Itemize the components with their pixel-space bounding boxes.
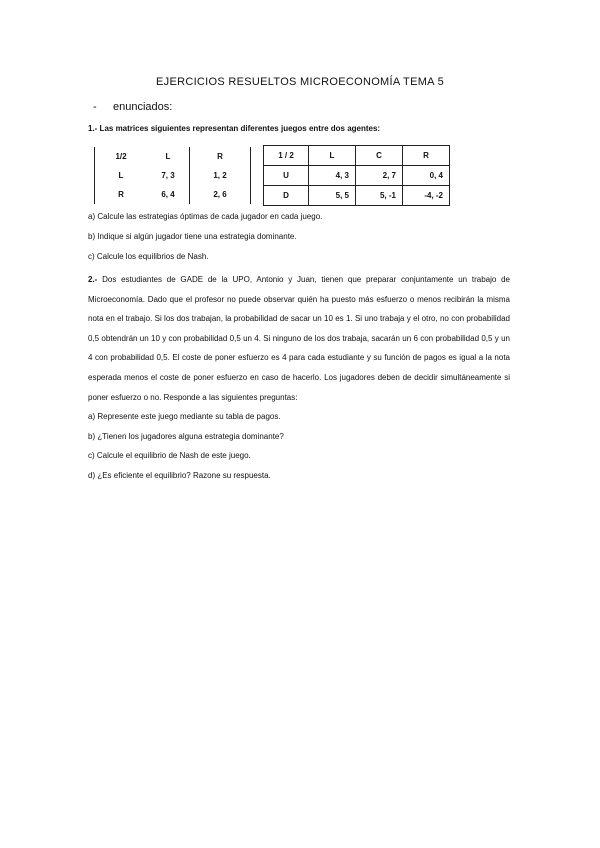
matrix1-cell: 2, 6: [190, 185, 251, 204]
matrix2-cell: 4, 3: [309, 166, 356, 186]
matrix2-cell: 5, -1: [356, 186, 403, 206]
matrix1-row: [95, 185, 251, 204]
matrix1-header-row: [95, 147, 251, 166]
payoff-matrix-1: [94, 147, 251, 204]
matrix2-cell: 1 / 2: [264, 146, 309, 166]
section-subheading: [93, 101, 172, 113]
bullet-dash: -: [93, 101, 97, 113]
matrix2-cell: C: [356, 146, 403, 166]
exercise2-question-c: c) Calcule el equilibrio de Nash de este juego.: [88, 451, 251, 461]
exercise2-number: 2.-: [88, 275, 98, 284]
matrix1-cell: 7, 3: [161, 171, 175, 180]
matrix2-cell: 5, 5: [309, 186, 356, 206]
matrix1-cell: R: [95, 185, 148, 204]
matrix1-cell: 1, 2: [190, 166, 251, 185]
matrix2-cell: 0, 4: [403, 166, 450, 186]
exercise1-question-c: c) Calcule los equilibrios de Nash.: [88, 252, 209, 261]
exercise2-question-d: d) ¿Es eficiente el equilibrio? Razone su respuesta.: [88, 470, 271, 480]
matrix2-cell: L: [309, 146, 356, 166]
matrix2-cell: D: [264, 186, 309, 206]
matrix2-header-row: [264, 146, 450, 166]
exercise2-block: [88, 270, 510, 486]
matrix2-cell: U: [264, 166, 309, 186]
matrix1-cell: 6, 4: [161, 190, 175, 199]
exercise2-statement: [88, 270, 510, 407]
payoff-matrix-2: [263, 145, 450, 206]
matrix2-row: [264, 166, 450, 186]
matrix2-cell: 2, 7: [356, 166, 403, 186]
document-title: EJERCICIOS RESUELTOS MICROECONOMÍA TEMA 5: [156, 76, 444, 88]
matrix1-cell: L: [165, 152, 171, 161]
matrix1-cell: 1/2: [95, 147, 148, 166]
exercise2-body: Dos estudiantes de GADE de la UPO, Antonio y Juan, tienen que preparar conjuntamente un trabajo de Microeconomía. Dado que el profesor no puede observar quién ha puesto más esfuerzo o menos recibirán la misma nota en el trabajo. Si los dos trabajan, la probabilidad de sacar un 10 es 1. Si uno trabaja y el otro, no con probabilidad 0,5 obtendrán un 10 y con probabilidad 0,5 un 4. Si ninguno de los dos trabaja, sacarán un 6 con probabilidad 0,5 y un 4 con probabilidad 0,5. El coste de poner esfuerzo es 4 para cada estudiante y su función de pagos es igual a la nota esperada menos el coste de poner esfuerzo en caso de hacerlo. Los jugadores deben de decidir simultáneamente si poner esfuerzo o no. Responde a las siguientes preguntas:: [88, 275, 510, 402]
matrix1-cell: L: [95, 166, 148, 185]
matrix1-row: [95, 166, 251, 185]
matrix2-cell: R: [403, 146, 450, 166]
matrix2-cell: -4, -2: [403, 186, 450, 206]
matrix2-row: [264, 186, 450, 206]
exercise2-question-b: b) ¿Tienen los jugadores alguna estrategia dominante?: [88, 431, 284, 441]
subheading-text: enunciados:: [113, 101, 173, 113]
exercise1-heading: 1.- Las matrices siguientes representan diferentes juegos entre dos agentes:: [88, 124, 381, 133]
exercise1-question-a: a) Calcule las estrategias óptimas de cada jugador en cada juego.: [88, 212, 323, 221]
matrix1-cell: R: [190, 147, 251, 166]
exercise1-question-b: b) Indique si algún jugador tiene una estrategia dominante.: [88, 232, 297, 241]
exercise2-question-a: a) Represente este juego mediante su tabla de pagos.: [88, 412, 281, 422]
